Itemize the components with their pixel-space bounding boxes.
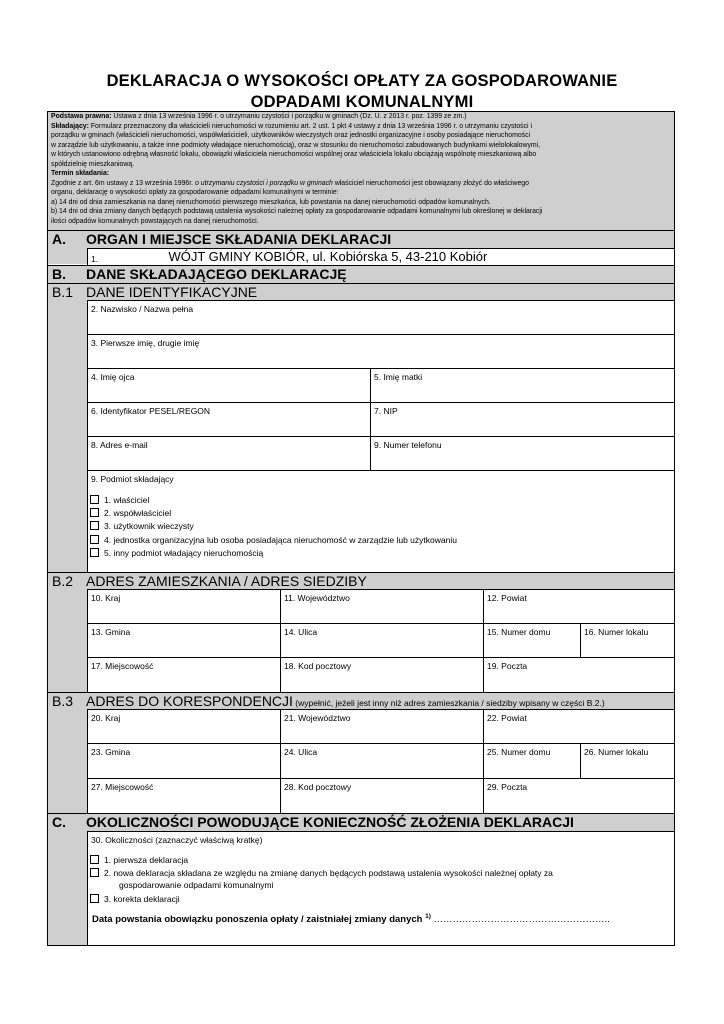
checkbox-icon <box>90 548 99 557</box>
field-pesel-regon[interactable]: 6. Identyfikator PESEL/REGON <box>87 402 370 436</box>
checkbox-icon <box>90 855 99 864</box>
field-numer-domu[interactable]: 15. Numer domu <box>483 623 580 657</box>
section-c-header: C. OKOLICZNOŚCI POWODUJĄCE KONIECZNOŚĆ ZŁOŻENIA DEKLARACJI <box>48 813 674 831</box>
section-b1-header: B.1 DANE IDENTYFIKACYJNE <box>48 283 674 300</box>
date-input-dots[interactable]: ……………………………………………….. <box>430 914 610 926</box>
corr-field-ulica[interactable]: 24. Ulica <box>280 743 483 778</box>
title-line-1: DEKLARACJA O WYSOKOŚCI OPŁATY ZA GOSPODAROWANIE <box>106 72 618 90</box>
field-kraj[interactable]: 10. Kraj <box>87 589 280 623</box>
field-poczta[interactable]: 19. Poczta <box>483 657 674 692</box>
section-b-header: B. DANE SKŁADAJĄCEGO DEKLARACJĘ <box>48 265 674 283</box>
option-wlasciciel[interactable]: 1. właściciel <box>90 495 149 506</box>
field-powiat[interactable]: 12. Powiat <box>483 589 674 623</box>
section-b2-header: B.2 ADRES ZAMIESZKANIA / ADRES SIEDZIBY <box>48 572 674 589</box>
field-nazwisko[interactable]: 2. Nazwisko / Nazwa pełna <box>87 300 674 334</box>
field-imiona[interactable]: 3. Pierwsze imię, drugie imię <box>87 334 674 368</box>
field-okolicznosci: 30. Okoliczności (zaznaczyć właściwą kratkę) <box>87 831 674 945</box>
organ-value: WÓJT GMINY KOBIÓR, ul. Kobiórska 5, 43-210 Kobiór <box>168 249 488 264</box>
field-podmiot: 9. Podmiot składający <box>87 470 674 572</box>
checkbox-icon <box>90 894 99 903</box>
checkbox-icon <box>90 535 99 544</box>
corr-field-kraj[interactable]: 20. Kraj <box>87 709 280 743</box>
corr-field-miejscowosc[interactable]: 27. Miejscowość <box>87 778 280 813</box>
title-line-2: ODPADAMI KOMUNALNYMI <box>250 93 474 111</box>
data-powstania-obowiazku: Data powstania obowiązku ponoszenia opłaty / zaistniałej zmiany danych $^{1)}$ ……………………………………………….. <box>92 913 610 926</box>
field-imie-ojca[interactable]: 4. Imię ojca <box>87 368 370 402</box>
corr-field-poczta[interactable]: 29. Poczta <box>483 778 674 813</box>
option-wspolwlasciciel[interactable]: 2. współwłaściciel <box>90 508 171 519</box>
option-inny-podmiot[interactable]: 5. inny podmiot władający nieruchomością <box>90 548 263 559</box>
section-a-header: A. ORGAN I MIEJSCE SKŁADANIA DEKLARACJI <box>48 230 674 248</box>
field-wojewodztwo[interactable]: 11. Województwo <box>280 589 483 623</box>
corr-field-kod-pocztowy[interactable]: 28. Kod pocztowy <box>280 778 483 813</box>
option-nowa-deklaracja[interactable]: 2. nowa deklaracja składana ze względu na zmianę danych będących podstawą ustalenia wysokości należnej opłaty za <box>90 868 553 879</box>
option-korekta-deklaracji[interactable]: 3. korekta deklaracji <box>90 894 180 905</box>
field-nip[interactable]: 7. NIP <box>370 402 674 436</box>
corr-field-numer-domu[interactable]: 25. Numer domu <box>483 743 580 778</box>
field-telefon[interactable]: 9. Numer telefonu <box>370 436 674 470</box>
field-email[interactable]: 8. Adres e-mail <box>87 436 370 470</box>
option-nowa-deklaracja-cont: gospodarowanie odpadami komunalnymi <box>119 880 274 890</box>
organ-field: 1. WÓJT GMINY KOBIÓR, ul. Kobiórska 5, 43-210 Kobiór <box>87 248 674 265</box>
section-b3-header: B.3 ADRES DO KORESPONDENCJI (wypełnić, jeżeli jest inny niż adres zamieszkania / siedziby wpisany w części B.2.) <box>48 692 674 709</box>
corr-field-numer-lokalu[interactable]: 26. Numer lokalu <box>580 743 674 778</box>
field-miejscowosc[interactable]: 17. Miejscowość <box>87 657 280 692</box>
checkbox-icon <box>90 868 99 877</box>
option-jednostka-organizacyjna[interactable]: 4. jednostka organizacyjna lub osoba posiadająca nieruchomość w zarządzie lub użytkowaniu <box>90 535 457 546</box>
checkbox-icon <box>90 495 99 504</box>
option-uzytkownik-wieczysty[interactable]: 3. użytkownik wieczysty <box>90 521 194 532</box>
legal-info-block: Podstawa prawna: Ustawa z dnia 13 września 1996 r. o utrzymaniu czystości i porządku w gminach (Dz. U. z 2013 r. poz. 1399 ze zm.) Składający: Formularz przeznaczony dla właścicieli nieruchomości w rozumieniu art. 2 ust. 1 pkt 4 ustawy z dnia 13 września 1996 r. o utrzymaniu czystości i porządku w gminach (właścicieli nieruchomości, współwłaścicieli, użytkowników wieczystych oraz jednostki organizacyjne i osoby posiadające nieruchomości w zarządzie lub użytkowaniu, a także inne podmioty władające nieruchomością), oraz w stosunku do nieruchomości zabudowanych budynkami wielolokalowymi, w których ustanowiono odrębną własność lokalu, obowiązki właściciela nieruchomości wspólnej oraz właściciela lokalu obciążają wspólnotę mieszkaniową albo spółdzielnię mieszkaniową. Termin składania: Zgodnie z art. 6m ustawy z 13 września 1996r. o utrzymaniu czystości i porządku w gminach właściciel nieruchomości jest obowiązany złożyć do właściwego organu, deklarację o wysokości opłaty za gospodarowanie odpadami komunalnymi w terminie: a) 14 dni od dnia zamieszkania na danej nieruchomości pierwszego mieszkańca, lub powstania na danej nieruchomości odpadów komunalnych. b) 14 dni od dnia zmiany danych będących podstawą ustalenia wysokości należnej opłaty za gospodarowanie odpadami komunalnymi lub określonej w deklaracji ilości odpadów komunalnych powstających na danej nieruchomości. <box>48 112 674 230</box>
corr-field-gmina[interactable]: 23. Gmina <box>87 743 280 778</box>
corr-field-wojewodztwo[interactable]: 21. Województwo <box>280 709 483 743</box>
field-imie-matki[interactable]: 5. Imię matki <box>370 368 674 402</box>
corr-field-powiat[interactable]: 22. Powiat <box>483 709 674 743</box>
field-gmina[interactable]: 13. Gmina <box>87 623 280 657</box>
field-numer-lokalu[interactable]: 16. Numer lokalu <box>580 623 674 657</box>
field-ulica[interactable]: 14. Ulica <box>280 623 483 657</box>
checkbox-icon <box>90 508 99 517</box>
checkbox-icon <box>90 521 99 530</box>
field-kod-pocztowy[interactable]: 18. Kod pocztowy <box>280 657 483 692</box>
option-pierwsza-deklaracja[interactable]: 1. pierwsza deklaracja <box>90 855 188 866</box>
